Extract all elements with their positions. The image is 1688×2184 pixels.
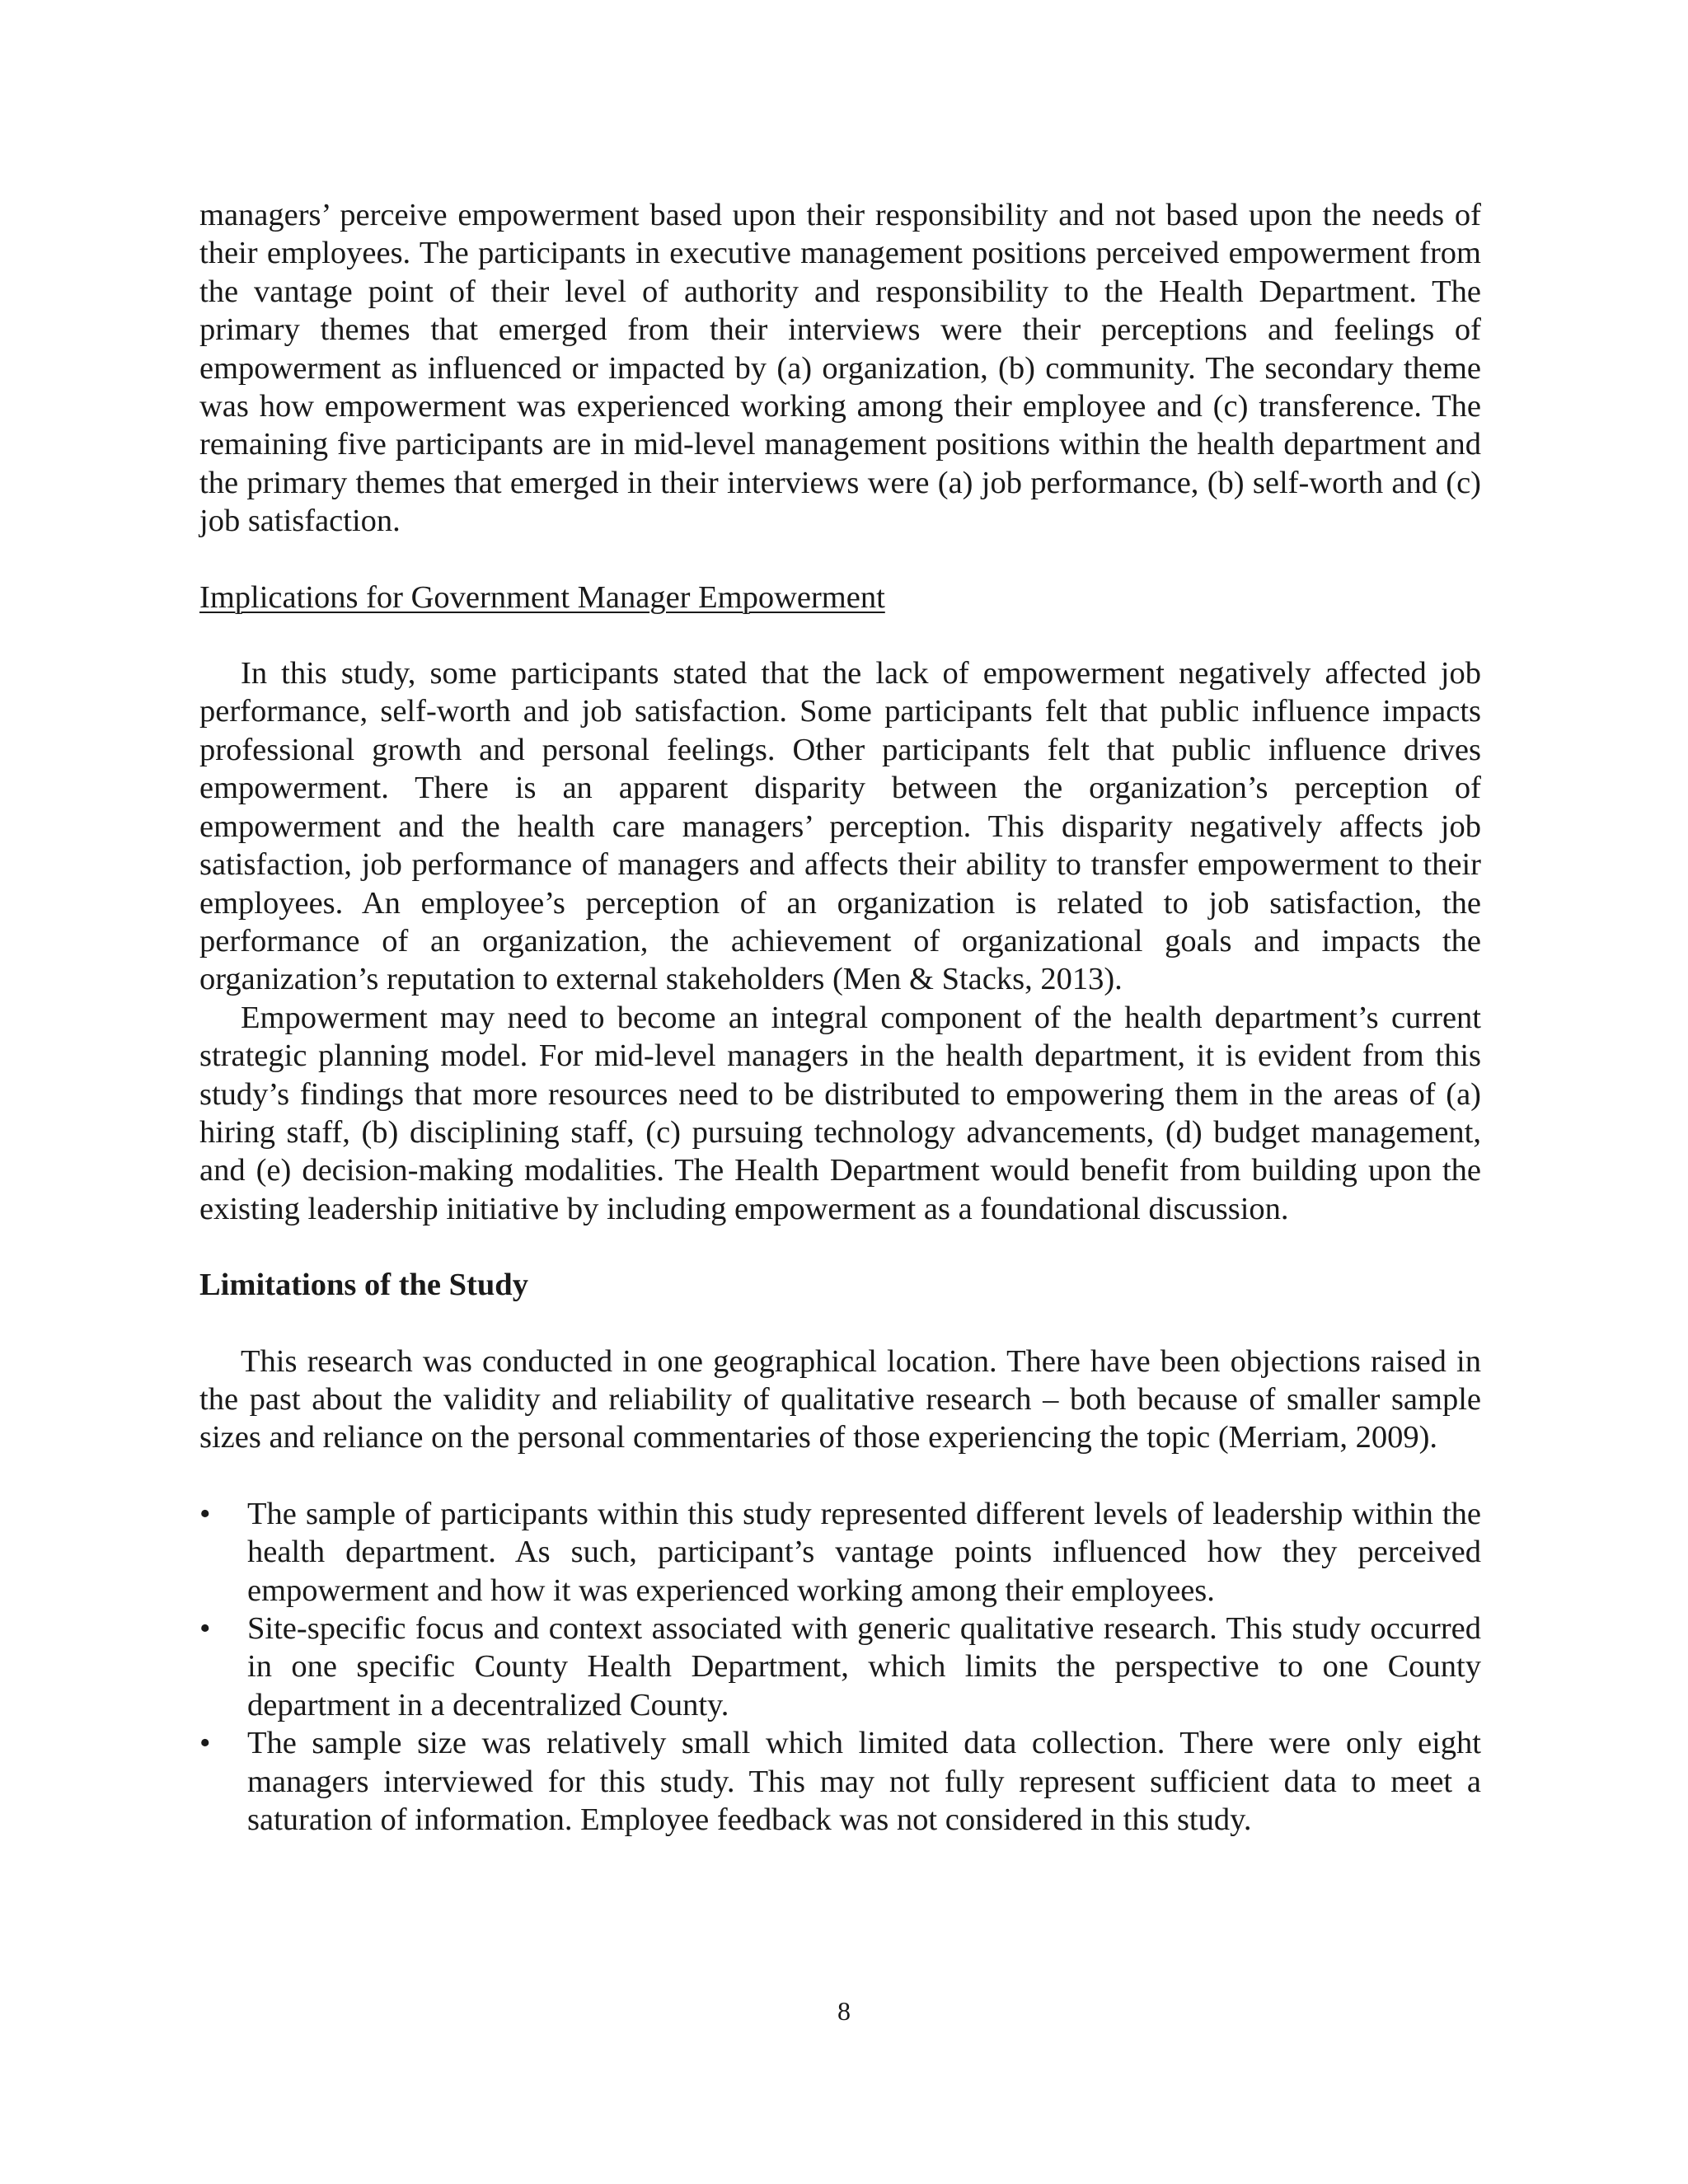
bullet-icon: • xyxy=(199,1496,211,1531)
limitations-bullet-list xyxy=(199,1495,1481,1840)
list-item xyxy=(199,1495,1481,1610)
limitations-heading: Limitations of the Study xyxy=(199,1268,528,1303)
list-item xyxy=(199,1724,1481,1839)
implications-paragraph-2: Empowerment may need to become an integral component of the health department’s current strategic planning model. For mid-level managers in the health department, it is evident from this study’s findings that more resources need to be distributed to empowering them in the areas of (a) hiring staff, (b) disciplining staff, (c) pursuing technology advancements, (d) budget management, and (e) decision-making modalities. The Health Department would benefit from building upon the existing leadership initiative by including empowerment as a foundational discussion. xyxy=(199,1000,1481,1226)
bullet-text: The sample of participants within this study represented different levels of leadership within the health department. As such, participant’s vantage points influenced how they perceived empowerment and how it was experienced working among their employees. xyxy=(247,1496,1481,1608)
bullet-text: Site-specific focus and context associated with generic qualitative research. This study occurred in one specific County Health Department, which limits the perspective to one County department in a decentralized County. xyxy=(247,1611,1481,1722)
page-number: 8 xyxy=(837,1996,851,2026)
bullet-icon: • xyxy=(199,1726,211,1761)
bullet-icon: • xyxy=(199,1611,211,1646)
spacer xyxy=(199,1228,1481,1266)
bullet-text: The sample size was relatively small which limited data collection. There were only eight managers interviewed for this study. This may not fully represent sufficient data to meet a saturation of information. Employee feedback was not considered in this study. xyxy=(247,1726,1481,1838)
spacer xyxy=(199,1457,1481,1495)
implications-heading: Implications for Government Manager Empowerment xyxy=(199,579,885,615)
limitations-paragraph: This research was conducted in one geographical location. There have been objections raised in the past about the validity and reliability of qualitative research – both because of smaller sample sizes and reliance on the personal commentaries of those experiencing the topic (Merriam, 2009). xyxy=(199,1343,1481,1455)
list-item xyxy=(199,1610,1481,1724)
spacer xyxy=(199,541,1481,579)
spacer xyxy=(199,616,1481,654)
intro-paragraph: managers’ perceive empowerment based upon their responsibility and not based upon the needs of their employees. The participants in executive management positions perceived empowerment from the vantage point of their level of authority and responsibility to the Health Department. The primary themes that emerged from their interviews were their perceptions and feelings of empowerment as influenced or impacted by (a) organization, (b) community. The secondary theme was how empowerment was experienced working among their employee and (c) transference. The remaining five participants are in mid-level management positions within the health department and the primary themes that emerged in their interviews were (a) job performance, (b) self-worth and (c) job satisfaction. xyxy=(199,198,1481,539)
page-body xyxy=(199,196,1481,1839)
spacer xyxy=(199,1305,1481,1343)
implications-paragraph-1: In this study, some participants stated that the lack of empowerment negatively affected job performance, self-worth and job satisfaction. Some participants felt that public influence impacts professional growth and personal feelings. Other participants felt that public influence drives empowerment. There is an apparent disparity between the organization’s perception of empowerment and the health care managers’ perception. This disparity negatively affects job satisfaction, job performance of managers and affects their ability to transfer empowerment to their employees. An employee’s perception of an organization is related to job satisfaction, the performance of an organization, the achievement of organizational goals and impacts the organization’s reputation to external stakeholders (Men & Stacks, 2013). xyxy=(199,656,1481,997)
